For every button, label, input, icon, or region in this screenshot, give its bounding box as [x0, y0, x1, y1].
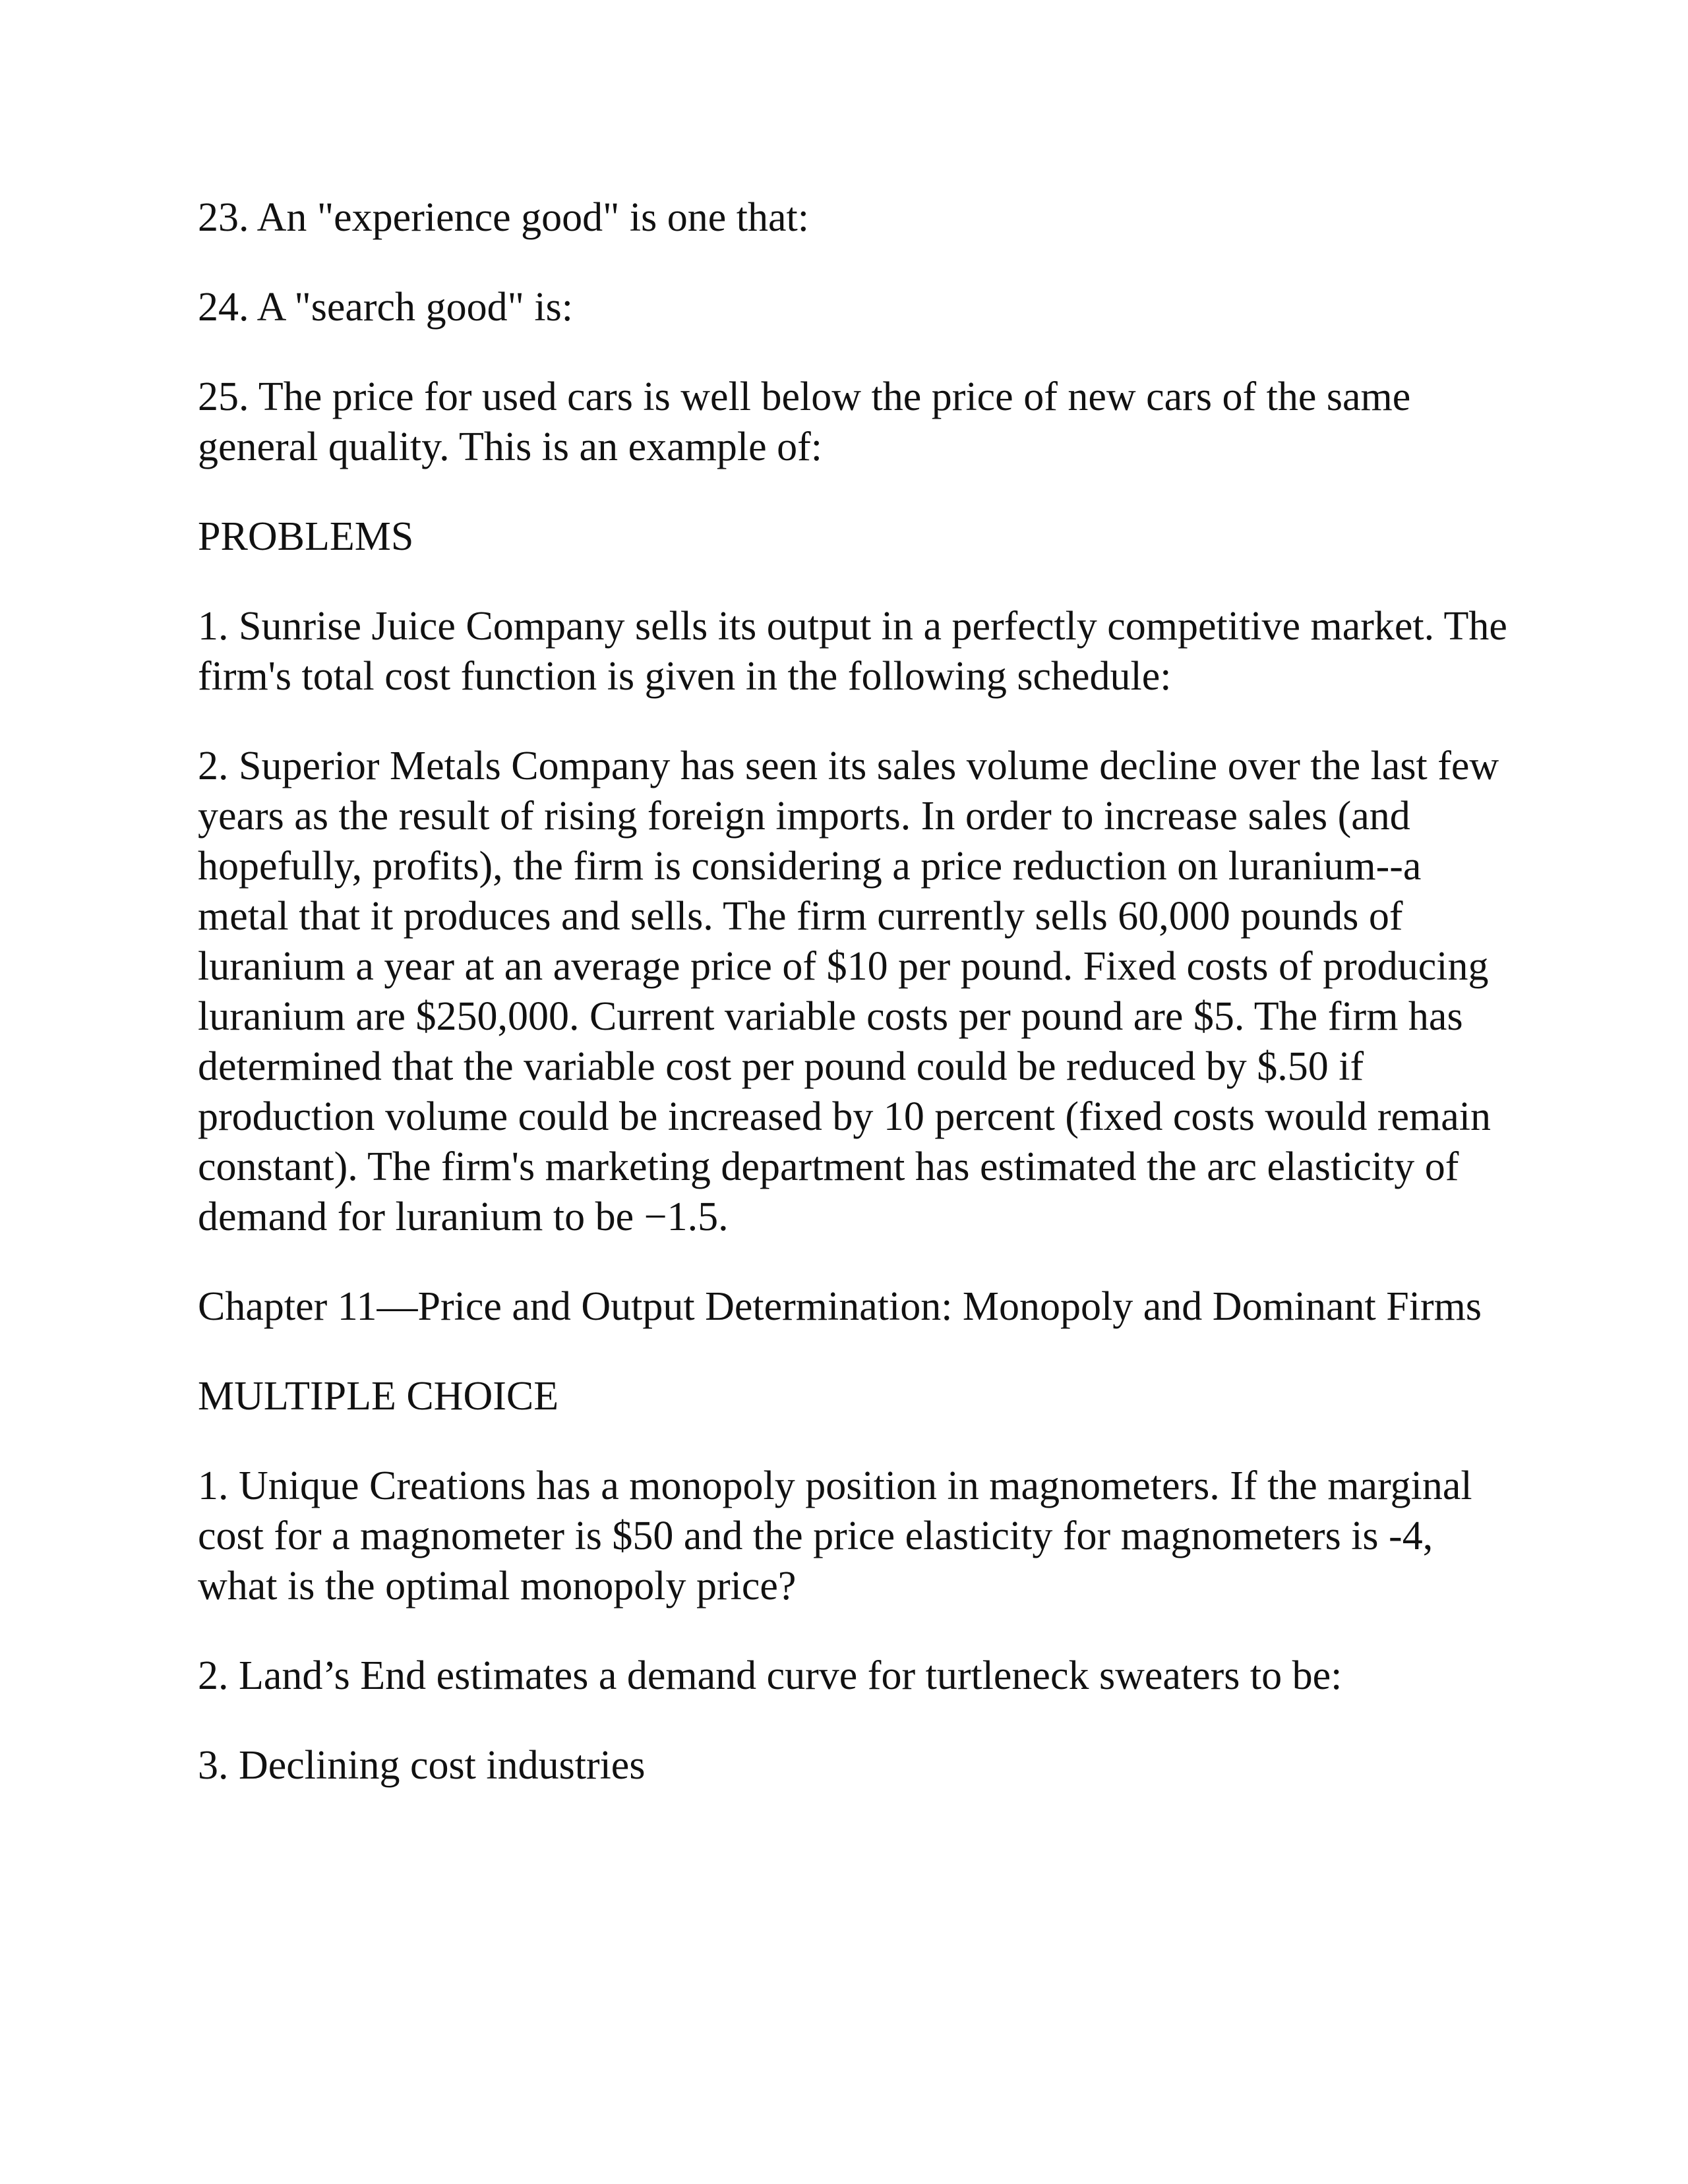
problem-1: 1. Sunrise Juice Company sells its output in a perfectly competitive market. The firm's total cost function is given in the following schedule: — [198, 604, 1507, 699]
question-23: 23. An "experience good" is one that: — [198, 195, 810, 240]
question-25: 25. The price for used cars is well below the price of new cars of the same general quality. This is an example of: — [198, 374, 1411, 469]
section-heading-multiple-choice: MULTIPLE CHOICE — [198, 1374, 559, 1419]
document-page — [198, 192, 1510, 1830]
problem-2: 2. Superior Metals Company has seen its sales volume decline over the last few years as the result of rising foreign imports. In order to increase sales (and hopefully, profits), the firm is considering a price reduction on luranium--a metal that it produces and sells. The firm currently sells 60,000 pounds of luranium a year at an average price of $10 per pound. Fixed costs of producing luranium are $250,000. Current variable costs per pound are $5. The firm has determined that the variable cost per pound could be reduced by $.50 if production volume could be increased by 10 percent (fixed costs would remain constant). The firm's marketing department has estimated the arc elasticity of demand for luranium to be −1.5. — [198, 744, 1499, 1239]
mc-question-3: 3. Declining cost industries — [198, 1743, 646, 1788]
question-24: 24. A "search good" is: — [198, 285, 573, 330]
section-heading-problems: PROBLEMS — [198, 514, 414, 559]
mc-question-1: 1. Unique Creations has a monopoly position in magnometers. If the marginal cost for a magnometer is $50 and the price elasticity for magnometers is -4, what is the optimal monopoly price? — [198, 1463, 1472, 1608]
mc-question-2: 2. Land’s End estimates a demand curve for turtleneck sweaters to be: — [198, 1653, 1342, 1698]
chapter-heading: Chapter 11—Price and Output Determination: Monopoly and Dominant Firms — [198, 1284, 1482, 1329]
